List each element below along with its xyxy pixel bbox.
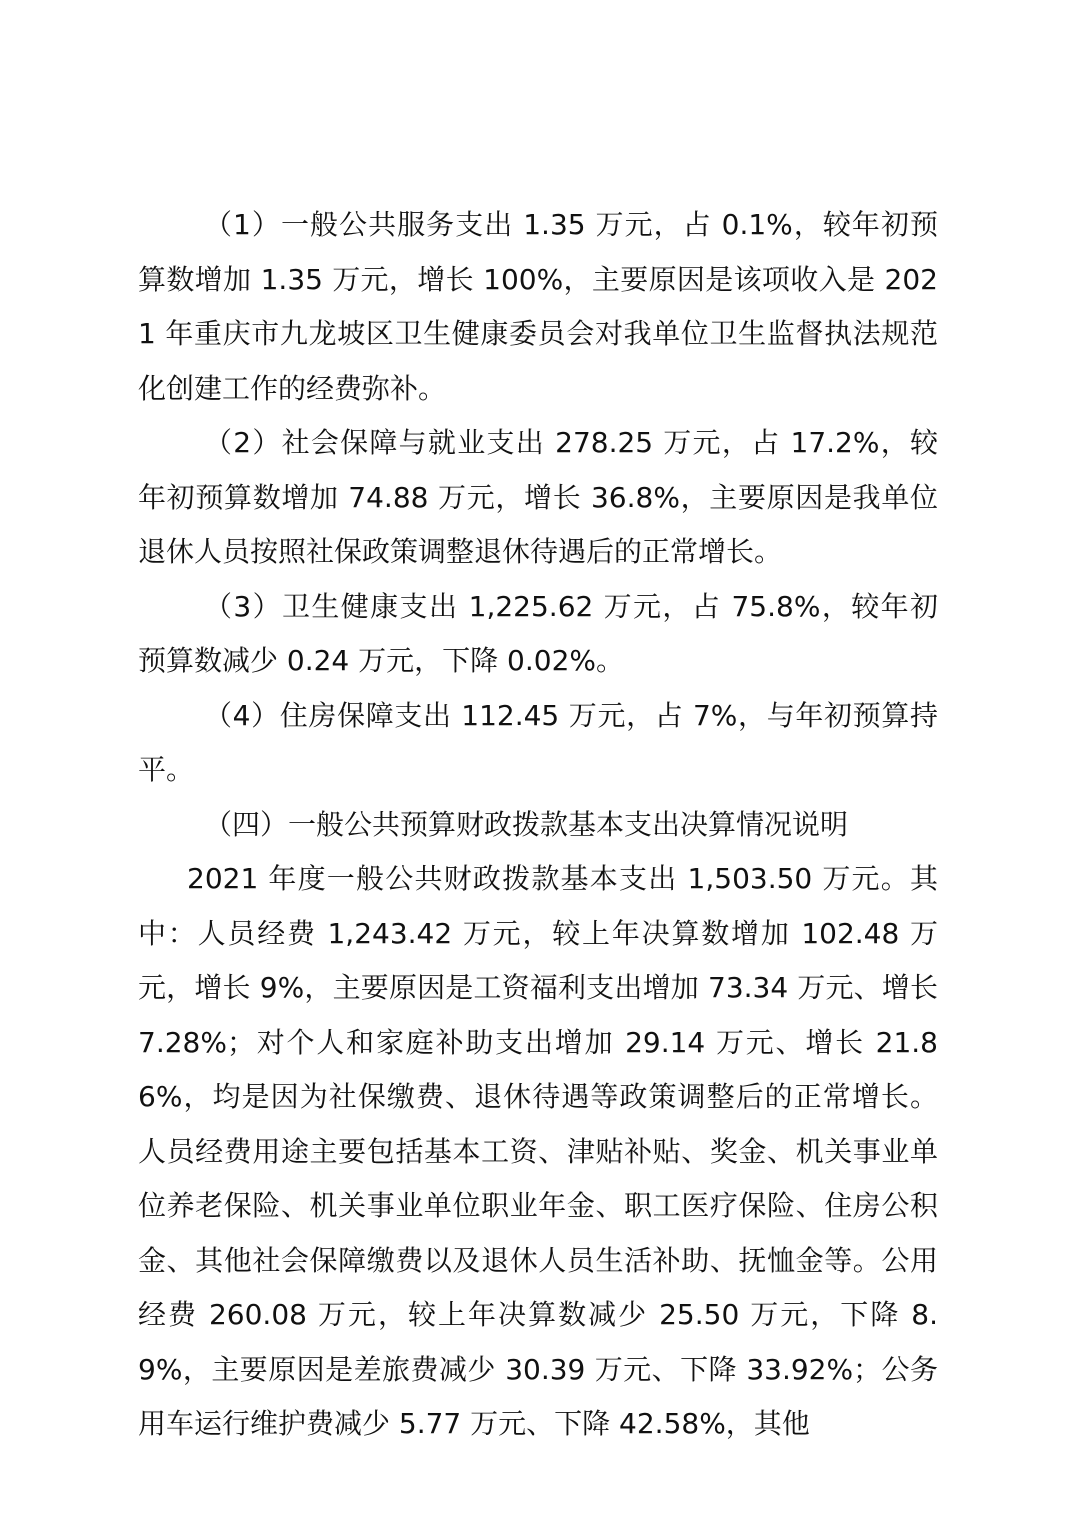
document-body (138, 198, 938, 1452)
paragraph-social-security: （2）社会保障与就业支出 278.25 万元，占 17.2%，较年初预算数增加 74.88 万元，增长 36.8%，主要原因是我单位退休人员按照社保政策调整退休待遇后的正常增长。 (138, 426, 938, 568)
paragraph-health: （3）卫生健康支出 1,225.62 万元，占 75.8%，较年初预算数减少 0.24 万元，下降 0.02%。 (138, 589, 938, 677)
paragraph-housing: （4）住房保障支出 112.45 万元，占 7%，与年初预算持平。 (138, 698, 938, 786)
paragraph-basic-expenditure: 2021 年度一般公共财政拨款基本支出 1,503.50 万元。其中：人员经费 1,243.42 万元，较上年决算数增加 102.48 万元，增长 9%，主要原因是工资福利支出增加 73.34 万元、增长 7.28%；对个人和家庭补助支出增加 29.14 万元、增长 21.86%，均是因为社保缴费、退休待遇等政策调整后的正常增长。人员经费用途主要包括基本工资、津贴补贴、奖金、机关事业单位养老保险、机关事业单位职业年金、职工医疗保险、住房公积金、其他社会保障缴费以及退休人员生活补助、抚恤金等。公用经费 260.08 万元，较上年决算数减少 25.50 万元，下降 8.9%，主要原因是差旅费减少 30.39 万元、下降 33.92%；公务用车运行维护费减少 5.77 万元、下降 42.58%，其他 (138, 862, 938, 1440)
section-heading: （四）一般公共预算财政拨款基本支出决算情况说明 (204, 807, 849, 841)
paragraph-general-public-services: （1）一般公共服务支出 1.35 万元，占 0.1%，较年初预算数增加 1.35 万元，增长 100%，主要原因是该项收入是 2021 年重庆市九龙坡区卫生健康委员会对我单位卫生监督执法规范化创建工作的经费弥补。 (138, 208, 938, 405)
